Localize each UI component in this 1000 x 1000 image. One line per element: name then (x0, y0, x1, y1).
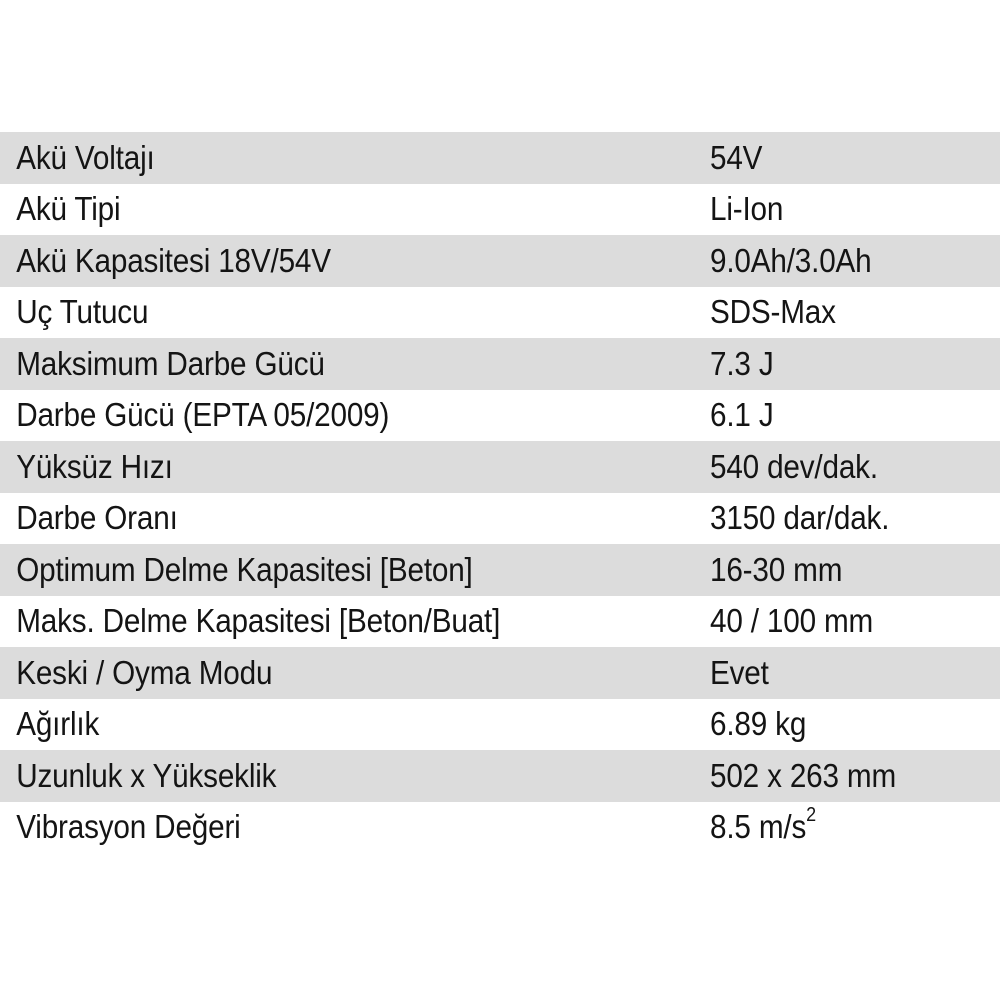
spec-value-superscript: 2 (806, 804, 816, 827)
spec-row-aku-voltaji (0, 132, 1000, 184)
spec-value: 40 / 100 mm (710, 602, 874, 640)
spec-value: 54V (710, 138, 763, 176)
spec-label: Akü Voltajı (16, 138, 155, 176)
spec-value: 9.0Ah/3.0Ah (710, 241, 872, 279)
spec-label: Ağırlık (16, 705, 100, 743)
spec-value: 502 x 263 mm (710, 756, 897, 794)
spec-row-uc-tutucu (0, 287, 1000, 339)
spec-value-text: 8.5 m/s (710, 808, 807, 846)
spec-label: Maks. Delme Kapasitesi [Beton/Buat] (16, 602, 501, 640)
spec-label: Akü Kapasitesi 18V/54V (16, 241, 331, 279)
spec-value: 7.3 J (710, 344, 774, 382)
spec-row-agirlik (0, 699, 1000, 751)
spec-row-darbe-orani (0, 493, 1000, 545)
spec-label: Maksimum Darbe Gücü (16, 344, 325, 382)
spec-label: Darbe Gücü (EPTA 05/2009) (16, 396, 390, 434)
spec-row-optimum-delme (0, 544, 1000, 596)
spec-label: Vibrasyon Değeri (16, 808, 241, 846)
spec-row-maks-delme (0, 596, 1000, 648)
spec-row-uzunluk-yukseklik (0, 750, 1000, 802)
spec-label: Yüksüz Hızı (16, 447, 173, 485)
spec-value: Evet (710, 653, 769, 691)
spec-value: 6.89 kg (710, 705, 807, 743)
spec-row-keski-oyma-modu (0, 647, 1000, 699)
spec-row-maksimum-darbe-gucu (0, 338, 1000, 390)
spec-row-darbe-gucu-epta (0, 390, 1000, 442)
spec-value (710, 804, 816, 846)
spec-value: SDS-Max (710, 293, 836, 331)
spec-label: Keski / Oyma Modu (16, 653, 273, 691)
spec-value: Li-Ion (710, 190, 784, 228)
spec-label: Optimum Delme Kapasitesi [Beton] (16, 550, 473, 588)
spec-label: Darbe Oranı (16, 499, 178, 537)
spec-value: 16-30 mm (710, 550, 843, 588)
spec-label: Uzunluk x Yükseklik (16, 756, 277, 794)
spec-value: 540 dev/dak. (710, 447, 878, 485)
spec-row-aku-tipi (0, 184, 1000, 236)
spec-label: Akü Tipi (16, 190, 121, 228)
spec-label: Uç Tutucu (16, 293, 149, 331)
spec-row-vibrasyon-degeri (0, 802, 1000, 854)
spec-table (0, 132, 1000, 853)
spec-value: 6.1 J (710, 396, 774, 434)
spec-value: 3150 dar/dak. (710, 499, 890, 537)
spec-row-aku-kapasitesi (0, 235, 1000, 287)
spec-row-yuksuz-hizi (0, 441, 1000, 493)
